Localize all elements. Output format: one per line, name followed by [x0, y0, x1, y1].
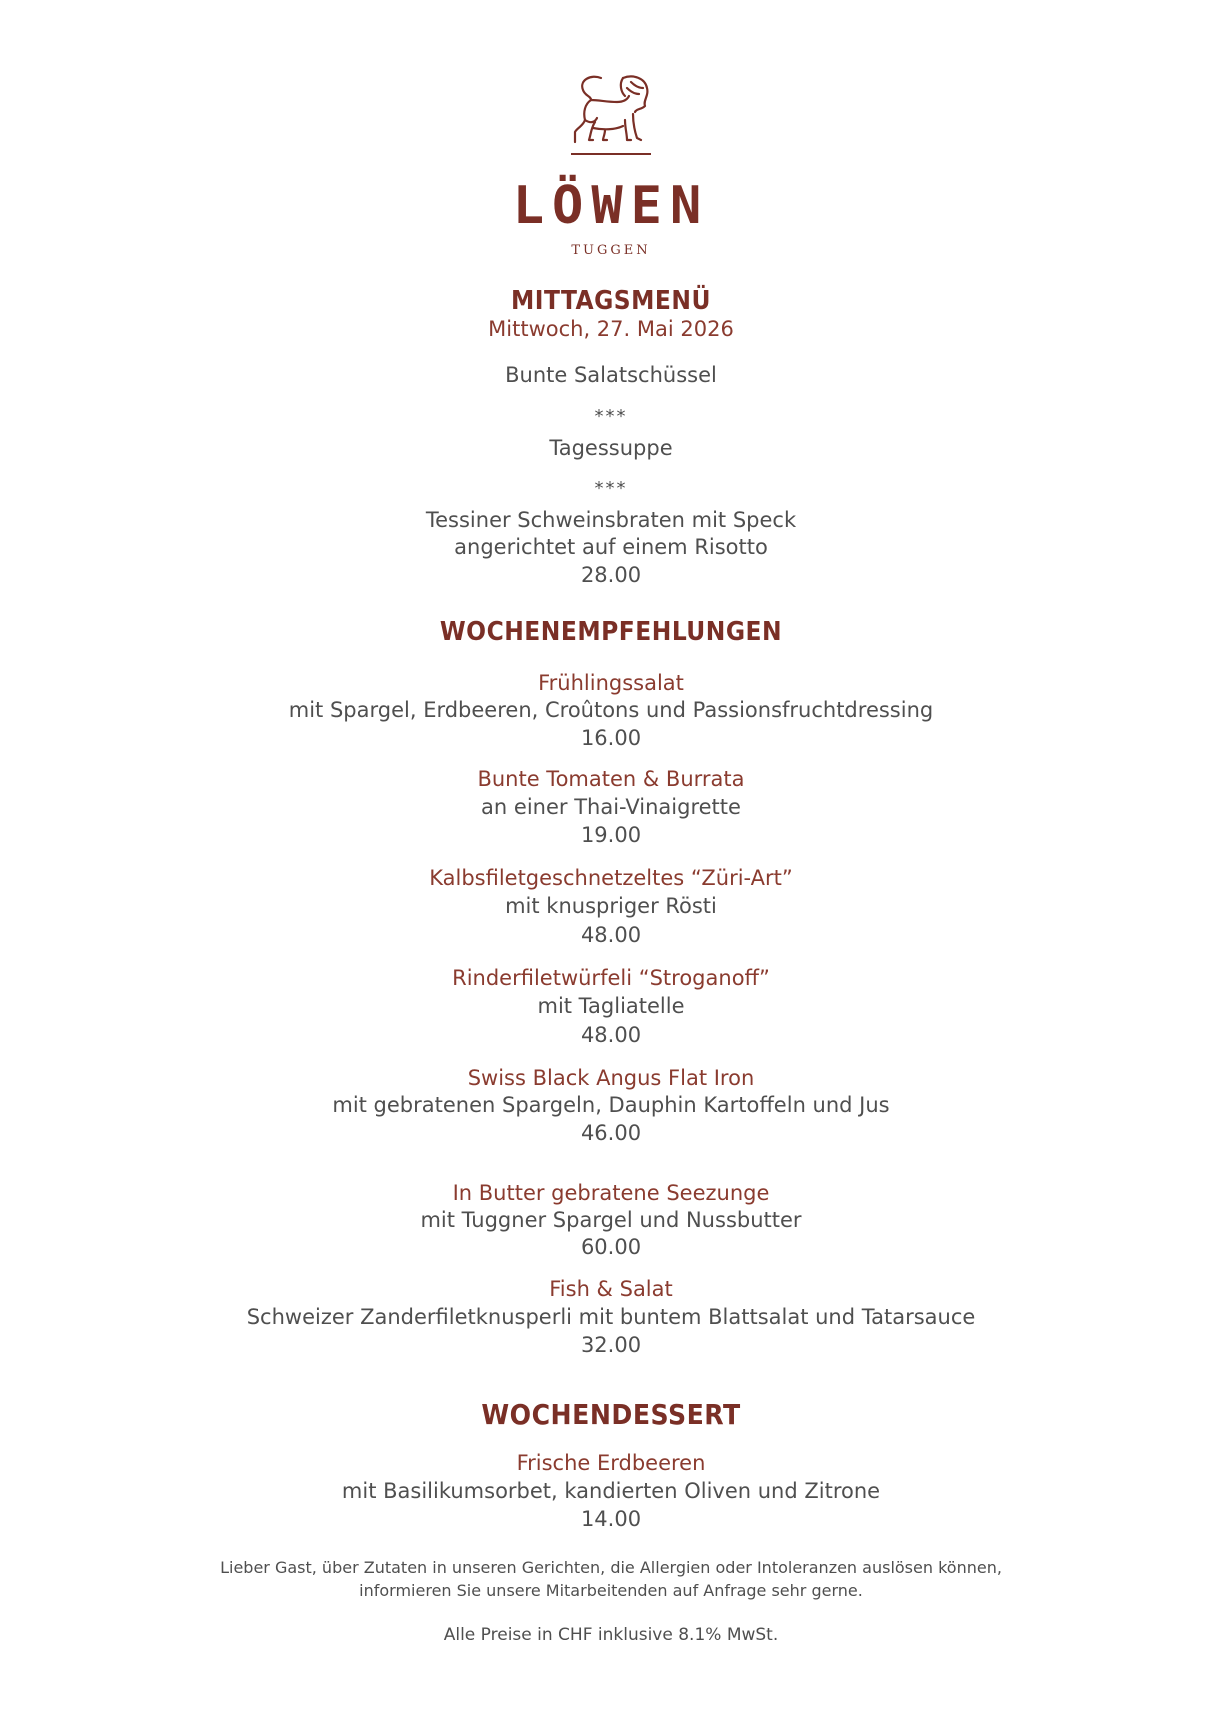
menu-item-name: Rinderfiletwürfeli “Stroganoff” [452, 966, 770, 990]
menu-item-desc: mit knuspriger Rösti [505, 894, 717, 918]
menu-item-desc: Schweizer Zanderfiletknusperli mit buntem Blattsalat und Tatarsauce [246, 1305, 976, 1329]
lunch-main-line-1: Tessiner Schweinsbraten mit Speck [425, 508, 797, 532]
menu-item-name: Fish & Salat [549, 1277, 673, 1301]
allergy-note-line-1: Lieber Gast, über Zutaten in unseren Gerichten, die Allergien oder Intoleranzen auslösen können, [220, 1558, 1002, 1577]
logo [0, 72, 1222, 166]
lion-icon [561, 72, 661, 166]
menu-item-desc: mit Tuggner Spargel und Nussbutter [420, 1208, 802, 1232]
lunch-price: 28.00 [580, 563, 642, 587]
dessert-heading: WOCHENDESSERT [481, 1398, 741, 1431]
lunch-main-line-2: angerichtet auf einem Risotto [454, 535, 768, 559]
menu-item-price: 48.00 [580, 1023, 642, 1047]
lunch-course-1: Bunte Salatschüssel [505, 363, 717, 387]
dessert-name: Frische Erdbeeren [516, 1451, 706, 1475]
dessert-price: 14.00 [580, 1507, 642, 1531]
menu-item-desc: mit gebratenen Spargeln, Dauphin Kartoffeln und Jus [332, 1093, 890, 1117]
menu-item-price: 16.00 [580, 726, 642, 750]
weekly-heading: WOCHENEMPFEHLUNGEN [439, 617, 783, 647]
separator: *** [594, 478, 628, 499]
dessert-desc: mit Basilikumsorbet, kandierten Oliven und Zitrone [341, 1479, 881, 1503]
prices-note: Alle Preise in CHF inklusive 8.1% MwSt. [443, 1625, 779, 1645]
lunch-heading: MITTAGSMENÜ [511, 286, 711, 316]
menu-item-desc: mit Spargel, Erdbeeren, Croûtons und Passionsfruchtdressing [288, 698, 934, 722]
menu-item-name: Frühlingssalat [538, 671, 684, 695]
separator: *** [594, 406, 628, 427]
menu-item-name: In Butter gebratene Seezunge [452, 1181, 770, 1205]
brand-name: LÖWEN [512, 176, 710, 236]
brand-location: TUGGEN [571, 243, 651, 258]
menu-item-name: Swiss Black Angus Flat Iron [467, 1066, 755, 1090]
allergy-note-line-2: informieren Sie unsere Mitarbeitenden auf Anfrage sehr gerne. [359, 1581, 863, 1600]
menu-item-price: 46.00 [580, 1121, 642, 1145]
menu-item-price: 32.00 [580, 1333, 642, 1357]
lunch-course-2: Tagessuppe [549, 436, 673, 460]
menu-item-name: Bunte Tomaten & Burrata [477, 767, 745, 791]
menu-item-desc: an einer Thai-Vinaigrette [481, 795, 741, 819]
menu-item-price: 19.00 [580, 823, 642, 847]
menu-item-name: Kalbsfiletgeschnetzeltes “Züri-Art” [429, 866, 793, 890]
menu-item-price: 48.00 [580, 923, 642, 947]
menu-item-desc: mit Tagliatelle [537, 994, 685, 1018]
menu-item-price: 60.00 [580, 1235, 642, 1259]
lunch-date: Mittwoch, 27. Mai 2026 [488, 317, 734, 341]
